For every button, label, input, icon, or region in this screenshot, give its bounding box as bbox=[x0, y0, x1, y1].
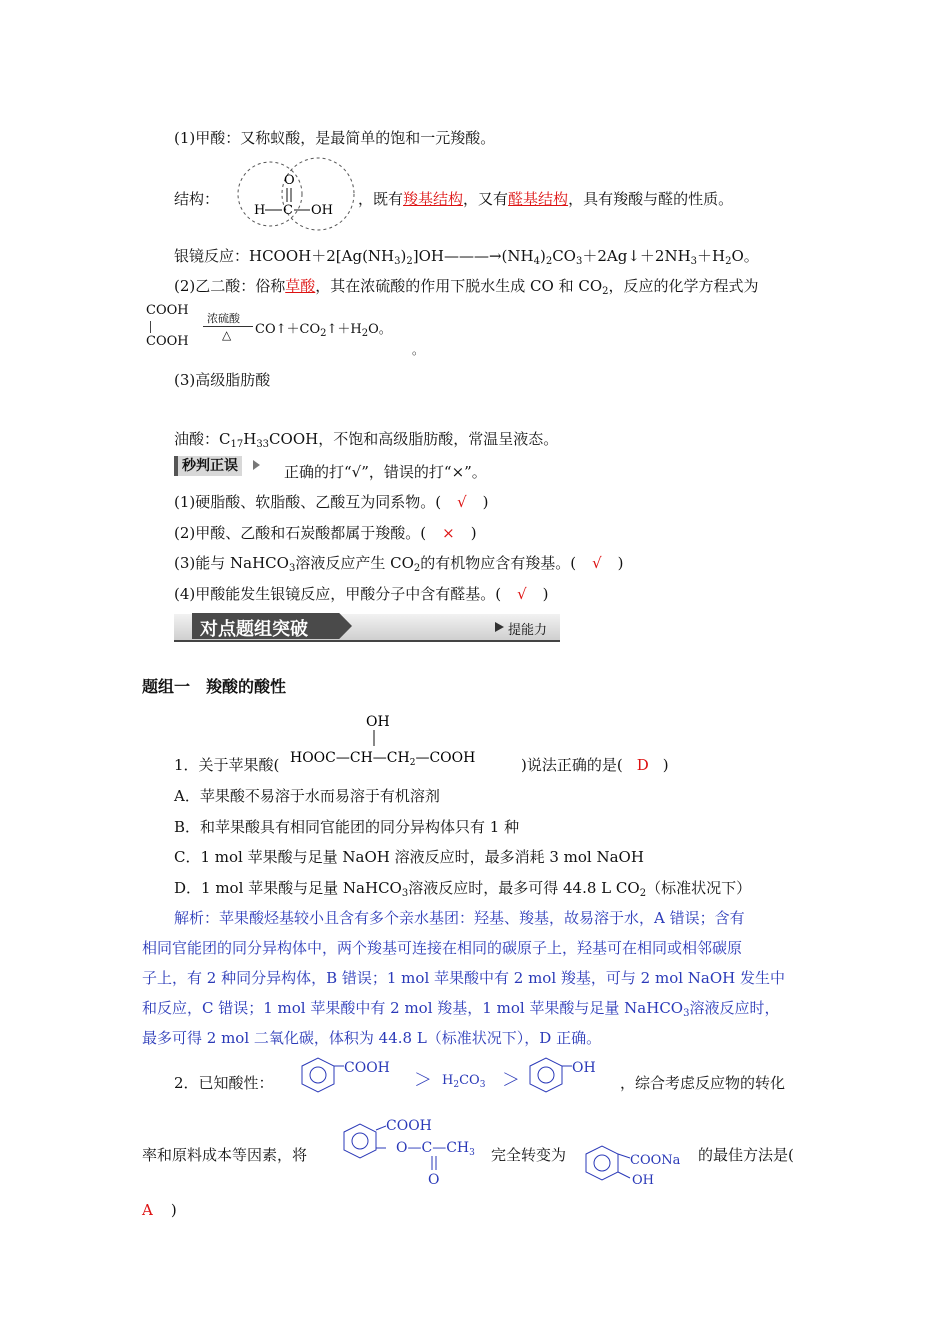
eq-condition: △ bbox=[222, 328, 232, 342]
q1-option-c: C．1 mol 苹果酸与足量 NaOH 溶液反应时，最多消耗 3 mol NaOH bbox=[174, 848, 644, 866]
q1-stem-start: 1．关于苹果酸( bbox=[174, 756, 280, 774]
q2-answer: A bbox=[142, 1201, 153, 1219]
struct-text-2: ，又有 bbox=[463, 190, 509, 208]
judge-item-1: (1)硬脂酸、软脂酸、乙酸互为同系物。( √ ) bbox=[174, 493, 489, 511]
acidity-order bbox=[290, 1052, 620, 1102]
product-structure bbox=[580, 1140, 698, 1196]
banner-tag: 提能力 bbox=[508, 623, 548, 638]
eq-arrow bbox=[203, 326, 253, 327]
eq-cooh-top: COOH bbox=[146, 303, 189, 318]
banner-title: 对点题组突破 bbox=[200, 619, 308, 640]
fatty-acid-heading: (3)高级脂肪酸 bbox=[174, 371, 271, 389]
q1-analysis-4: 和反应，C 错误；1 mol 苹果酸中有 2 mol 羧基，1 mol 苹果酸与足量 NaHCO$_3$溶液反应时， bbox=[142, 999, 780, 1019]
q2-stem-5: 的最佳方法是( bbox=[698, 1146, 794, 1164]
q1-option-a: A．苹果酸不易溶于水而易溶于有机溶剂 bbox=[174, 787, 440, 805]
benzoic-cooh: COOH bbox=[344, 1060, 390, 1076]
eq-cooh-bottom: COOH bbox=[146, 334, 189, 349]
svg-text:COONa: COONa bbox=[630, 1153, 681, 1168]
aldehyde-term: 醛基结构 bbox=[508, 190, 569, 208]
struct-text-3: ，具有羧酸与醛的性质。 bbox=[568, 190, 734, 208]
structure-label: 结构： bbox=[174, 190, 220, 208]
mol-h: H bbox=[254, 203, 266, 218]
mol-oh: OH bbox=[311, 203, 333, 218]
svg-text:＞: ＞ bbox=[502, 1070, 520, 1091]
q2-stem-3: 率和原料成本等因素，将 bbox=[142, 1146, 308, 1164]
eq-dot: 。 bbox=[412, 343, 425, 357]
phenol-oh: OH bbox=[572, 1060, 596, 1076]
formic-acid-structure bbox=[218, 148, 358, 238]
q1-option-d: D．1 mol 苹果酸与足量 NaHCO$_3$溶液反应时，最多可得 44.8 L $CO_2$（标准状况下） bbox=[174, 879, 752, 899]
oleic-acid: 油酸：$C_{17}H_{33}COOH$，不饱和高级脂肪酸，常温呈液态。 bbox=[174, 430, 559, 450]
judge-badge: 秒判正误 bbox=[174, 456, 242, 476]
q1-analysis-5: 最多可得 2 mol 二氧化碳，体积为 44.8 L（标准状况下），D 正确。 bbox=[142, 1029, 602, 1047]
svg-text:O—C—CH3: $O—C—CH_3$ bbox=[396, 1140, 475, 1158]
svg-text:O: O bbox=[428, 1172, 440, 1188]
eq-catalyst: 浓硫酸 bbox=[207, 312, 240, 325]
aspirin-structure bbox=[338, 1110, 498, 1190]
svg-text:HOOC—CH—CH2—COOH: $HOOC—CH—CH_2—COOH$ bbox=[290, 750, 476, 768]
q1-option-b: B．和苹果酸具有相同官能团的同分异构体只有 1 种 bbox=[174, 818, 520, 836]
svg-text:OH: OH bbox=[632, 1173, 654, 1188]
svg-text:H2CO3: $H_2CO_3$ bbox=[442, 1073, 486, 1090]
q2-stem-1: 2．已知酸性： bbox=[174, 1074, 274, 1092]
eq-bond bbox=[150, 321, 151, 333]
q2-answer-line: A ) bbox=[142, 1201, 177, 1219]
eq-products: $CO↑+CO_2↑+H_2O$。 bbox=[255, 322, 392, 339]
group-title: 题组一 羧酸的酸性 bbox=[142, 679, 287, 696]
oxalic-acid-intro: (2)乙二酸：俗称草酸，其在浓硫酸的作用下脱水生成 CO 和 $CO_2$，反应的化学方程式为 bbox=[174, 277, 759, 297]
judge-item-4: (4)甲酸能发生银镜反应，甲酸分子中含有醛基。( √ ) bbox=[174, 585, 549, 603]
oxalic-term: 草酸 bbox=[285, 277, 316, 295]
banner-arrow-icon bbox=[495, 622, 504, 632]
carboxyl-term: 羧基结构 bbox=[403, 190, 464, 208]
judge-item-2: (2)甲酸、乙酸和石炭酸都属于羧酸。( × ) bbox=[174, 524, 477, 542]
judge-item-3: (3)能与 NaHCO$_3$溶液反应产生 $CO_2$的有机物应含有羧基。( √ ) bbox=[174, 554, 624, 574]
badge-arrow-icon bbox=[253, 460, 260, 470]
q1-answer: D bbox=[636, 756, 649, 774]
svg-text:OH: OH bbox=[366, 714, 390, 730]
mol-o: O bbox=[284, 173, 295, 188]
structure-description bbox=[358, 188, 733, 209]
svg-text:＞: ＞ bbox=[414, 1070, 432, 1091]
q1-stem-end: )说法正确的是( D ) bbox=[521, 756, 669, 774]
q1-analysis-2: 相同官能团的同分异构体中，两个羧基可连接在相同的碳原子上，羟基可在相同或相邻碳原 bbox=[142, 939, 743, 957]
judge-instructions: 正确的打“√”，错误的打“×”。 bbox=[284, 463, 487, 481]
struct-text-1: ，既有 bbox=[358, 190, 404, 208]
mol-c: C bbox=[283, 203, 293, 218]
malic-acid-structure bbox=[286, 708, 526, 772]
q2-stem-4: 完全转变为 bbox=[491, 1146, 567, 1164]
q1-analysis-1: 解析：苹果酸烃基较小且含有多个亲水基团：羟基、羧基，故易溶于水，A 错误；含有 bbox=[174, 909, 745, 927]
q1-analysis-3: 子上，有 2 种同分异构体，B 错误；1 mol 苹果酸中有 2 mol 羧基，可与 2 mol NaOH 发生中 bbox=[142, 969, 786, 987]
silver-mirror-reaction: 银镜反应：$HCOOH+2[Ag(NH_3)_2]OH———\to(NH_4)_2CO_3+2Ag↓+2NH_3+H_2O$。 bbox=[174, 247, 759, 267]
formic-acid-intro: (1)甲酸：又称蚁酸，是最简单的饱和一元羧酸。 bbox=[174, 129, 496, 147]
q2-stem-2: ，综合考虑反应物的转化 bbox=[620, 1074, 786, 1092]
svg-text:COOH: COOH bbox=[386, 1118, 432, 1134]
